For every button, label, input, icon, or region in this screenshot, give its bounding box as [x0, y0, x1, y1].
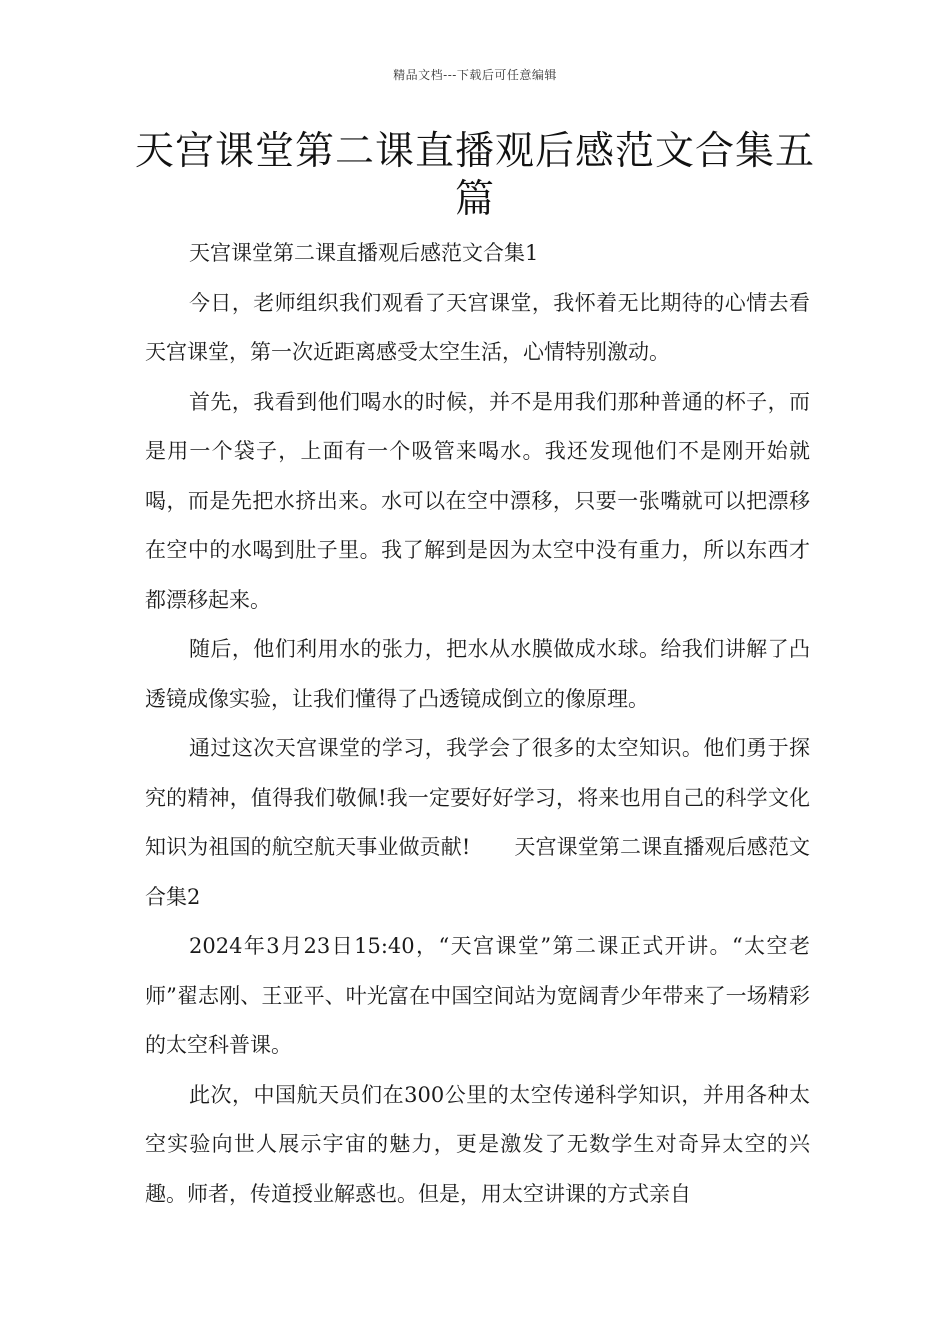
document-body — [145, 229, 810, 1219]
section-heading-2: 天宫课堂第二课直播观后感范文合集2 — [145, 835, 810, 909]
paragraph: 此次，中国航天员们在300公里的太空传递科学知识，并用各种太空实验向世人展示宇宙的魅力，更是激发了无数学生对奇异太空的兴趣。师者，传道授业解惑也。但是，用太空讲课的方式亲自 — [145, 1082, 810, 1206]
paragraph-with-inline-heading — [145, 724, 810, 922]
document-title: 天宫课堂第二课直播观后感范文合集五篇 — [134, 129, 815, 222]
paragraph: 今日，老师组织我们观看了天宫课堂，我怀着无比期待的心情去看天宫课堂，第一次近距离感受太空生活，心情特别激动。 — [145, 290, 810, 364]
paragraph: 2024年3月23日15:40，“天宫课堂”第二课正式开讲。“太空老师”翟志刚、王亚平、叶光富在中国空间站为宽阔青少年带来了一场精彩的太空科普课。 — [145, 934, 810, 1057]
paragraph: 通过这次天宫课堂的学习，我学会了很多的太空知识。他们勇于探究的精神，值得我们敬佩!我一定要好好学习，将来也用自己的科学文化知识为祖国的航空航天事业做贡献! — [145, 736, 810, 859]
header-note: 精品文档---下载后可任意编辑 — [393, 68, 557, 82]
paragraph: 随后，他们利用水的张力，把水从水膜做成水球。给我们讲解了凸透镜成像实验，让我们懂得了凸透镜成倒立的像原理。 — [145, 637, 810, 711]
paragraph: 首先，我看到他们喝水的时候，并不是用我们那种普通的杯子，而是用一个袋子，上面有一个吸管来喝水。我还发现他们不是刚开始就喝，而是先把水挤出来。水可以在空中漂移，只要一张嘴就可以把漂移在空中的水喝到肚子里。我了解到是因为太空中没有重力，所以东西才都漂移起来。 — [145, 389, 810, 612]
section-heading-1: 天宫课堂第二课直播观后感范文合集1 — [189, 241, 539, 265]
